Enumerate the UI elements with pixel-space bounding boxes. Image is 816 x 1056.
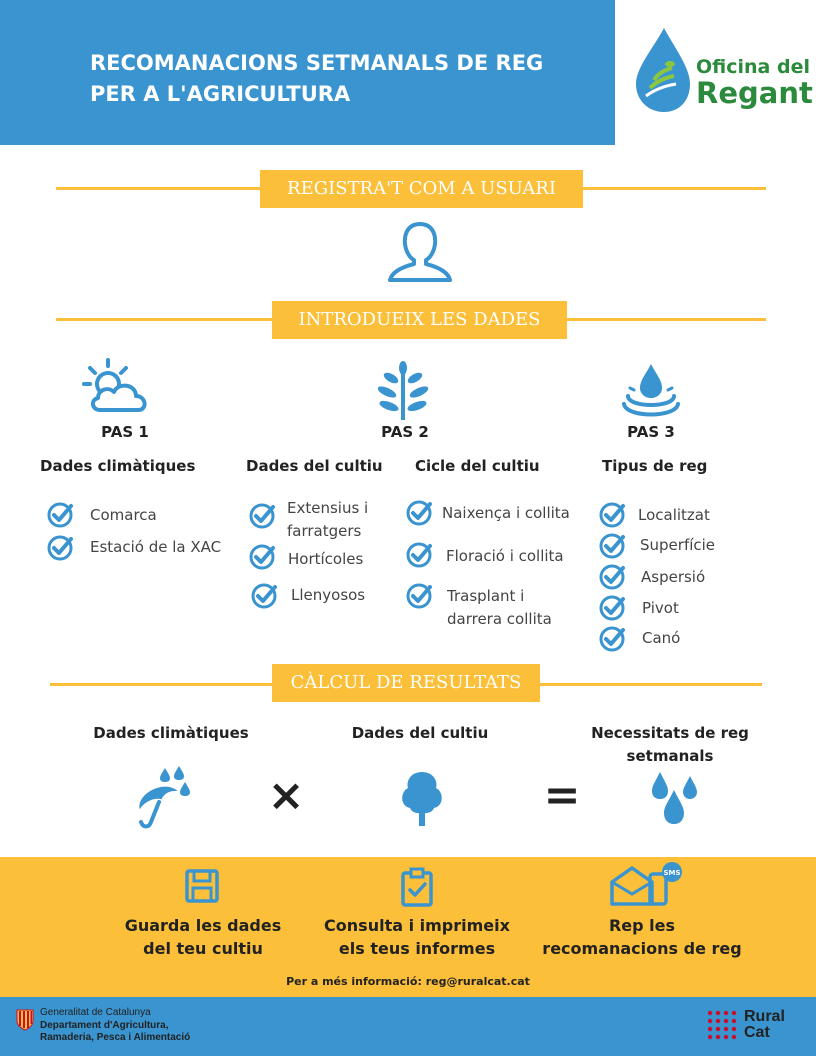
action-receive-line-1: Rep les xyxy=(608,916,676,935)
title-line-2: PER A L'AGRICULTURA xyxy=(90,82,351,106)
department-name-line-1: Departament d'Agricultura, xyxy=(40,1020,169,1031)
oficina-del-regant-logo xyxy=(632,26,813,116)
list-item: Localitzat xyxy=(638,506,710,524)
header-banner xyxy=(0,0,615,145)
step-3-label: PAS 3 xyxy=(627,423,675,441)
list-item: Floració i collita xyxy=(446,547,564,565)
logo-drop-icon xyxy=(632,26,692,114)
list-item: Naixença i collita xyxy=(442,504,570,522)
column-title-cycle: Cicle del cultiu xyxy=(415,457,540,475)
logo-text-line-1: Oficina del xyxy=(696,56,810,78)
check-icon xyxy=(598,532,626,560)
generalitat-shield-icon xyxy=(16,1009,34,1031)
tree-icon xyxy=(398,768,446,828)
water-drops-icon xyxy=(650,770,700,826)
list-item: Hortícoles xyxy=(288,550,364,568)
list-item: Aspersió xyxy=(641,568,706,586)
input-data-banner: INTRODUEIX LES DADES xyxy=(272,301,567,339)
calc-needs-line-2: setmanals xyxy=(626,747,714,765)
times-sign: × xyxy=(267,770,305,821)
department-name-line-2: Ramaderia, Pesca i Alimentació xyxy=(40,1032,191,1043)
ruralcat-logo-text xyxy=(744,1009,785,1041)
ruralcat-line-2: Cat xyxy=(744,1024,770,1041)
list-item: Pivot xyxy=(642,599,679,617)
check-icon xyxy=(598,625,626,653)
clipboard-icon xyxy=(400,867,434,907)
check-icon xyxy=(405,582,433,610)
equals-sign: = xyxy=(543,770,581,821)
action-save-line-1: Guarda les dades xyxy=(124,916,282,935)
action-save-line-2: del teu cultiu xyxy=(143,939,263,958)
action-receive-text xyxy=(542,914,742,960)
list-item: Comarca xyxy=(90,506,157,524)
check-icon xyxy=(598,594,626,622)
list-item: Extensius i farratgers xyxy=(287,499,369,540)
check-icon xyxy=(598,563,626,591)
list-item: Superfície xyxy=(640,536,716,554)
footer xyxy=(0,997,816,1056)
check-icon xyxy=(46,534,74,562)
weather-icon xyxy=(80,356,152,416)
action-consult-line-1: Consulta i imprimeix xyxy=(324,916,510,935)
calc-needs-label xyxy=(580,722,760,768)
plant-icon xyxy=(375,360,431,422)
step-2-label: PAS 2 xyxy=(381,423,429,441)
ruralcat-line-1: Rural xyxy=(744,1008,785,1025)
list-item: Canó xyxy=(642,629,681,647)
list-item: Estació de la XAC xyxy=(90,538,222,556)
action-save-text xyxy=(110,914,296,960)
save-icon xyxy=(184,868,220,904)
list-item: Trasplant i darrera collita xyxy=(447,587,552,628)
calculation-banner: CÀLCUL DE RESULTATS xyxy=(272,664,540,702)
check-icon xyxy=(46,501,74,529)
check-icon xyxy=(248,502,276,530)
umbrella-rain-icon xyxy=(135,764,193,830)
action-receive-line-2: recomanacions de reg xyxy=(542,939,742,958)
contact-info[interactable]: Per a més informació: reg@ruralcat.cat xyxy=(286,975,530,988)
action-consult-line-2: els teus informes xyxy=(338,939,496,958)
ruralcat-dots-icon xyxy=(706,1009,740,1043)
page-title xyxy=(90,48,590,110)
list-item: Llenyosos xyxy=(291,586,366,604)
water-drop-icon xyxy=(622,362,680,418)
check-icon xyxy=(405,541,433,569)
calc-crop-label: Dades del cultiu xyxy=(351,724,489,742)
svg-text:SMS: SMS xyxy=(663,869,681,877)
action-consult-text xyxy=(322,914,512,960)
check-icon xyxy=(405,499,433,527)
title-line-1: RECOMANACIONS SETMANALS DE REG xyxy=(90,51,544,75)
check-icon xyxy=(250,582,278,610)
register-banner: REGISTRA'T COM A USUARI xyxy=(260,170,583,208)
step-1-label: PAS 1 xyxy=(101,423,149,441)
user-icon xyxy=(386,220,454,284)
calc-needs-line-1: Necessitats de reg xyxy=(591,724,749,742)
column-title-crop: Dades del cultiu xyxy=(246,457,383,475)
sms-mail-icon xyxy=(610,862,686,908)
check-icon xyxy=(248,543,276,571)
logo-text-line-2: Regant xyxy=(696,76,813,110)
column-title-climate: Dades climàtiques xyxy=(40,457,196,475)
column-title-irrigation: Tipus de reg xyxy=(602,457,708,475)
generalitat-name: Generalitat de Catalunya xyxy=(40,1007,151,1018)
check-icon xyxy=(598,501,626,529)
calc-climate-label: Dades climàtiques xyxy=(93,724,249,742)
